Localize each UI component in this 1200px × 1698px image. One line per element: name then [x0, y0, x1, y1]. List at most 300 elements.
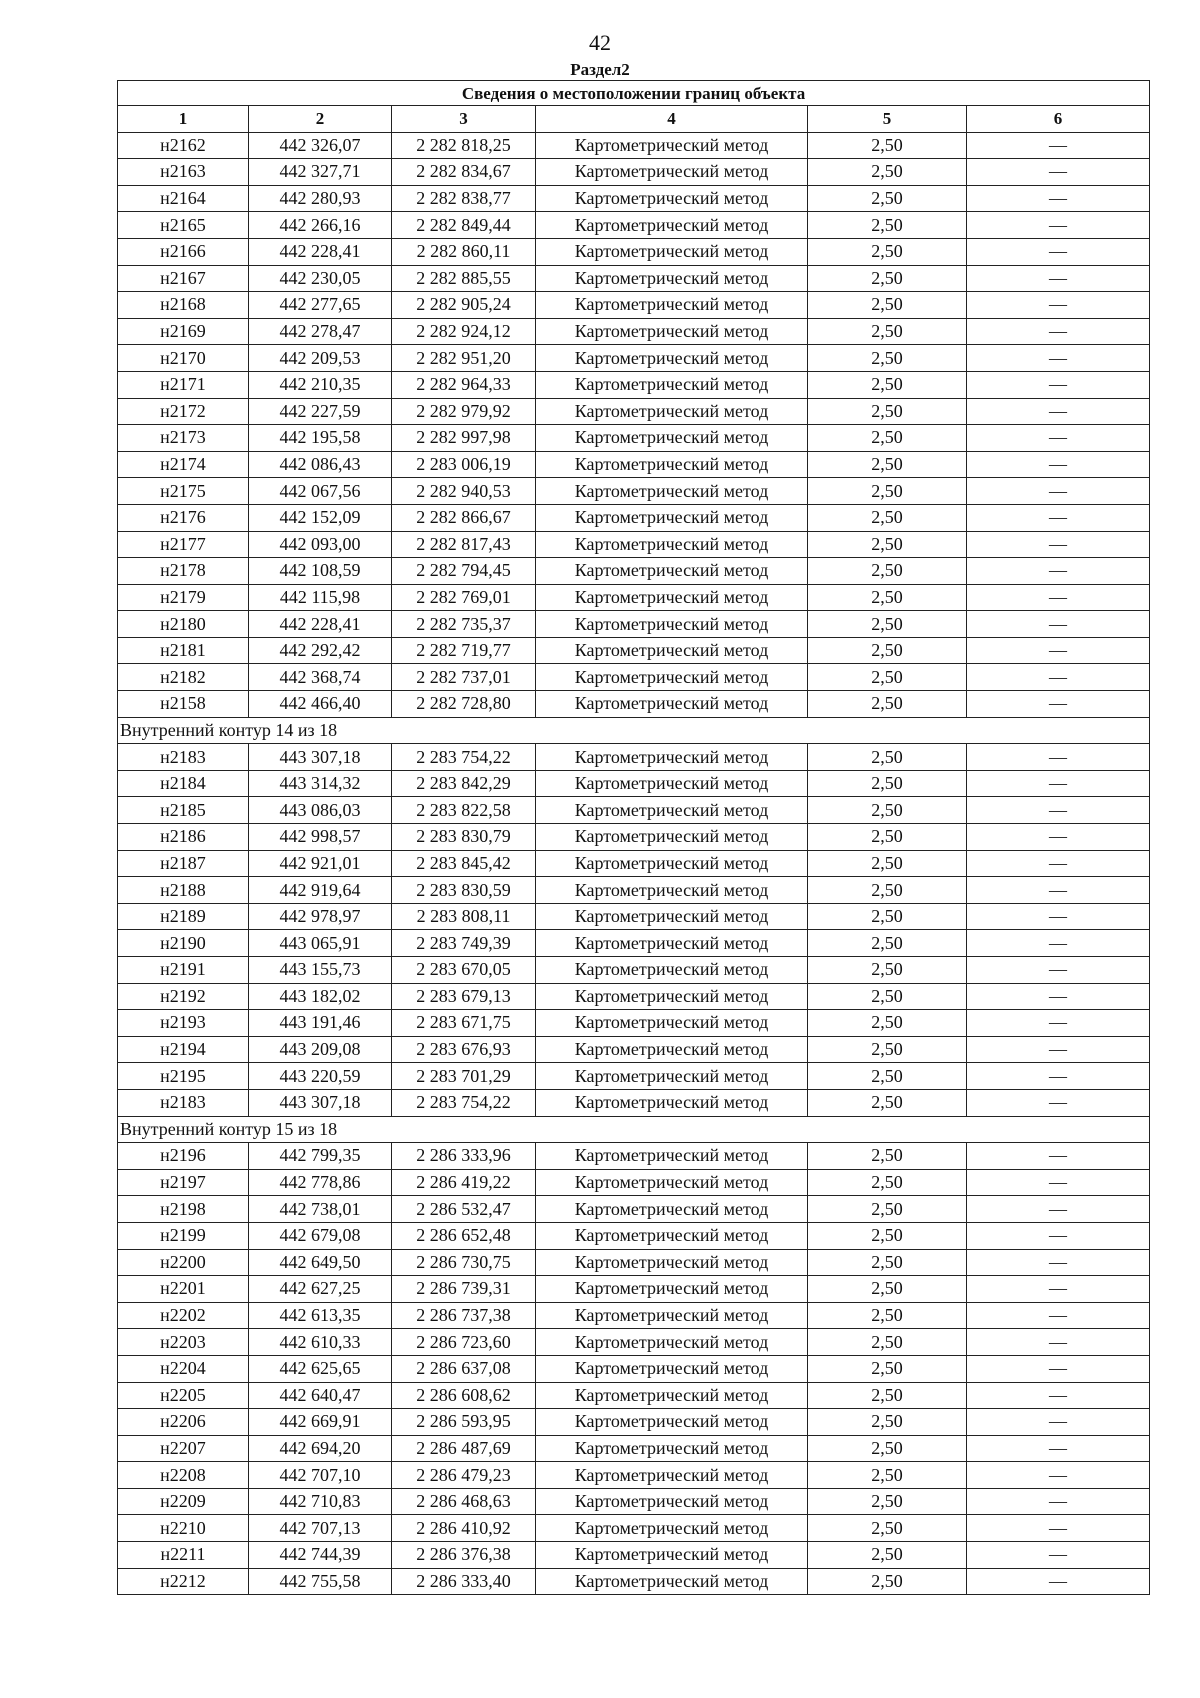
precision-cell: 2,50: [808, 318, 967, 345]
x-coordinate-cell: 442 466,40: [249, 691, 392, 718]
note-cell: —: [967, 425, 1150, 452]
table-row: [118, 478, 1150, 505]
method-cell: Картометрический метод: [536, 1435, 808, 1462]
table-row: [118, 1568, 1150, 1595]
page-number: 42: [589, 30, 611, 55]
x-coordinate-cell: 442 627,25: [249, 1276, 392, 1303]
precision-cell: 2,50: [808, 1382, 967, 1409]
note-cell: —: [967, 1249, 1150, 1276]
point-cell: н2198: [118, 1196, 249, 1223]
table-row: [118, 691, 1150, 718]
x-coordinate-cell: 442 755,58: [249, 1568, 392, 1595]
table-row: [118, 558, 1150, 585]
x-coordinate-cell: 442 613,35: [249, 1302, 392, 1329]
precision-cell: 2,50: [808, 1169, 967, 1196]
precision-cell: 2,50: [808, 1196, 967, 1223]
note-cell: —: [967, 877, 1150, 904]
x-coordinate-cell: 443 155,73: [249, 957, 392, 984]
x-coordinate-cell: 442 278,47: [249, 318, 392, 345]
point-cell: н2207: [118, 1435, 249, 1462]
table-row: [118, 850, 1150, 877]
precision-cell: 2,50: [808, 691, 967, 718]
point-cell: н2177: [118, 531, 249, 558]
contour-label: Внутренний контур 14 из 18: [118, 717, 1150, 744]
point-cell: н2170: [118, 345, 249, 372]
column-header-1: 1: [118, 106, 249, 133]
point-cell: н2183: [118, 744, 249, 771]
point-cell: н2165: [118, 212, 249, 239]
x-coordinate-cell: 442 640,47: [249, 1382, 392, 1409]
point-cell: н2188: [118, 877, 249, 904]
x-coordinate-cell: 442 280,93: [249, 185, 392, 212]
method-cell: Картометрический метод: [536, 1169, 808, 1196]
note-cell: —: [967, 1355, 1150, 1382]
method-cell: Картометрический метод: [536, 425, 808, 452]
note-cell: —: [967, 1542, 1150, 1569]
point-cell: н2183: [118, 1089, 249, 1116]
precision-cell: 2,50: [808, 451, 967, 478]
point-cell: н2208: [118, 1462, 249, 1489]
y-coordinate-cell: 2 283 830,59: [392, 877, 536, 904]
precision-cell: 2,50: [808, 185, 967, 212]
table-row: [118, 611, 1150, 638]
x-coordinate-cell: 442 799,35: [249, 1143, 392, 1170]
x-coordinate-cell: 442 921,01: [249, 850, 392, 877]
x-coordinate-cell: 442 707,13: [249, 1515, 392, 1542]
y-coordinate-cell: 2 286 487,69: [392, 1435, 536, 1462]
point-cell: н2202: [118, 1302, 249, 1329]
table-row: [118, 1169, 1150, 1196]
table-row: [118, 238, 1150, 265]
note-cell: —: [967, 371, 1150, 398]
note-cell: —: [967, 957, 1150, 984]
y-coordinate-cell: 2 282 860,11: [392, 238, 536, 265]
x-coordinate-cell: 442 292,42: [249, 637, 392, 664]
method-cell: Картометрический метод: [536, 1249, 808, 1276]
method-cell: Картометрический метод: [536, 345, 808, 372]
x-coordinate-cell: 443 314,32: [249, 770, 392, 797]
point-cell: н2204: [118, 1355, 249, 1382]
y-coordinate-cell: 2 282 885,55: [392, 265, 536, 292]
note-cell: —: [967, 1036, 1150, 1063]
note-cell: —: [967, 1143, 1150, 1170]
method-cell: Картометрический метод: [536, 558, 808, 585]
x-coordinate-cell: 442 326,07: [249, 132, 392, 159]
x-coordinate-cell: 443 191,46: [249, 1010, 392, 1037]
point-cell: н2162: [118, 132, 249, 159]
point-cell: н2164: [118, 185, 249, 212]
method-cell: Картометрический метод: [536, 1488, 808, 1515]
y-coordinate-cell: 2 282 951,20: [392, 345, 536, 372]
point-cell: н2189: [118, 903, 249, 930]
method-cell: Картометрический метод: [536, 664, 808, 691]
table-row: [118, 1435, 1150, 1462]
y-coordinate-cell: 2 282 866,67: [392, 504, 536, 531]
note-cell: —: [967, 637, 1150, 664]
x-coordinate-cell: 442 649,50: [249, 1249, 392, 1276]
y-coordinate-cell: 2 282 838,77: [392, 185, 536, 212]
table-row: [118, 1089, 1150, 1116]
table-row: [118, 1036, 1150, 1063]
precision-cell: 2,50: [808, 1329, 967, 1356]
point-cell: н2206: [118, 1409, 249, 1436]
method-cell: Картометрический метод: [536, 824, 808, 851]
precision-cell: 2,50: [808, 265, 967, 292]
method-cell: Картометрический метод: [536, 531, 808, 558]
point-cell: н2182: [118, 664, 249, 691]
method-cell: Картометрический метод: [536, 318, 808, 345]
y-coordinate-cell: 2 282 997,98: [392, 425, 536, 452]
column-header-5: 5: [808, 106, 967, 133]
y-coordinate-cell: 2 286 479,23: [392, 1462, 536, 1489]
precision-cell: 2,50: [808, 1010, 967, 1037]
x-coordinate-cell: 442 610,33: [249, 1329, 392, 1356]
y-coordinate-cell: 2 286 333,40: [392, 1568, 536, 1595]
note-cell: —: [967, 238, 1150, 265]
precision-cell: 2,50: [808, 292, 967, 319]
point-cell: н2180: [118, 611, 249, 638]
table-row: [118, 1382, 1150, 1409]
method-cell: Картометрический метод: [536, 1196, 808, 1223]
x-coordinate-cell: 442 744,39: [249, 1542, 392, 1569]
y-coordinate-cell: 2 282 979,92: [392, 398, 536, 425]
y-coordinate-cell: 2 282 905,24: [392, 292, 536, 319]
table-row: [118, 371, 1150, 398]
precision-cell: 2,50: [808, 1249, 967, 1276]
precision-cell: 2,50: [808, 504, 967, 531]
table-row: [118, 797, 1150, 824]
x-coordinate-cell: 442 327,71: [249, 159, 392, 186]
y-coordinate-cell: 2 283 808,11: [392, 903, 536, 930]
point-cell: н2211: [118, 1542, 249, 1569]
method-cell: Картометрический метод: [536, 185, 808, 212]
note-cell: —: [967, 1063, 1150, 1090]
point-cell: н2187: [118, 850, 249, 877]
method-cell: Картометрический метод: [536, 744, 808, 771]
x-coordinate-cell: 442 210,35: [249, 371, 392, 398]
note-cell: —: [967, 1329, 1150, 1356]
y-coordinate-cell: 2 286 608,62: [392, 1382, 536, 1409]
y-coordinate-cell: 2 283 749,39: [392, 930, 536, 957]
note-cell: —: [967, 930, 1150, 957]
x-coordinate-cell: 442 710,83: [249, 1488, 392, 1515]
precision-cell: 2,50: [808, 664, 967, 691]
table-row: [118, 212, 1150, 239]
y-coordinate-cell: 2 282 817,43: [392, 531, 536, 558]
note-cell: —: [967, 132, 1150, 159]
table-row: [118, 1355, 1150, 1382]
method-cell: Картометрический метод: [536, 957, 808, 984]
table-row: [118, 637, 1150, 664]
method-cell: Картометрический метод: [536, 797, 808, 824]
note-cell: —: [967, 159, 1150, 186]
method-cell: Картометрический метод: [536, 1409, 808, 1436]
method-cell: Картометрический метод: [536, 292, 808, 319]
y-coordinate-cell: 2 282 818,25: [392, 132, 536, 159]
point-cell: н2205: [118, 1382, 249, 1409]
table-row: [118, 1249, 1150, 1276]
y-coordinate-cell: 2 286 739,31: [392, 1276, 536, 1303]
method-cell: Картометрический метод: [536, 1222, 808, 1249]
x-coordinate-cell: 443 065,91: [249, 930, 392, 957]
precision-cell: 2,50: [808, 425, 967, 452]
point-cell: н2191: [118, 957, 249, 984]
precision-cell: 2,50: [808, 930, 967, 957]
note-cell: —: [967, 1515, 1150, 1542]
column-header-4: 4: [536, 106, 808, 133]
precision-cell: 2,50: [808, 1089, 967, 1116]
note-cell: —: [967, 1222, 1150, 1249]
precision-cell: 2,50: [808, 611, 967, 638]
method-cell: Картометрический метод: [536, 451, 808, 478]
precision-cell: 2,50: [808, 531, 967, 558]
y-coordinate-cell: 2 282 834,67: [392, 159, 536, 186]
point-cell: н2179: [118, 584, 249, 611]
x-coordinate-cell: 442 152,09: [249, 504, 392, 531]
note-cell: —: [967, 1276, 1150, 1303]
method-cell: Картометрический метод: [536, 1542, 808, 1569]
x-coordinate-cell: 443 209,08: [249, 1036, 392, 1063]
table-title: Сведения о местоположении границ объекта: [118, 81, 1150, 106]
table-row: [118, 1488, 1150, 1515]
table-row: [118, 930, 1150, 957]
table-row: [118, 318, 1150, 345]
y-coordinate-cell: 2 282 719,77: [392, 637, 536, 664]
note-cell: —: [967, 744, 1150, 771]
method-cell: Картометрический метод: [536, 1010, 808, 1037]
table-row: [118, 425, 1150, 452]
method-cell: Картометрический метод: [536, 238, 808, 265]
method-cell: Картометрический метод: [536, 1302, 808, 1329]
x-coordinate-cell: 442 738,01: [249, 1196, 392, 1223]
note-cell: —: [967, 1409, 1150, 1436]
precision-cell: 2,50: [808, 824, 967, 851]
y-coordinate-cell: 2 283 679,13: [392, 983, 536, 1010]
note-cell: —: [967, 983, 1150, 1010]
y-coordinate-cell: 2 282 728,80: [392, 691, 536, 718]
method-cell: Картометрический метод: [536, 1515, 808, 1542]
x-coordinate-cell: 442 227,59: [249, 398, 392, 425]
point-cell: н2193: [118, 1010, 249, 1037]
y-coordinate-cell: 2 286 532,47: [392, 1196, 536, 1223]
table-row: [118, 531, 1150, 558]
point-cell: н2190: [118, 930, 249, 957]
note-cell: —: [967, 478, 1150, 505]
precision-cell: 2,50: [808, 1462, 967, 1489]
y-coordinate-cell: 2 286 376,38: [392, 1542, 536, 1569]
y-coordinate-cell: 2 282 924,12: [392, 318, 536, 345]
x-coordinate-cell: 442 679,08: [249, 1222, 392, 1249]
point-cell: н2168: [118, 292, 249, 319]
x-coordinate-cell: 442 978,97: [249, 903, 392, 930]
y-coordinate-cell: 2 282 737,01: [392, 664, 536, 691]
point-cell: н2212: [118, 1568, 249, 1595]
note-cell: —: [967, 611, 1150, 638]
table-row: [118, 265, 1150, 292]
note-cell: —: [967, 1488, 1150, 1515]
precision-cell: 2,50: [808, 797, 967, 824]
y-coordinate-cell: 2 283 822,58: [392, 797, 536, 824]
precision-cell: 2,50: [808, 637, 967, 664]
table-row: [118, 1302, 1150, 1329]
x-coordinate-cell: 443 182,02: [249, 983, 392, 1010]
boundary-coordinates-table: [117, 80, 1150, 1595]
method-cell: Картометрический метод: [536, 1329, 808, 1356]
y-coordinate-cell: 2 282 849,44: [392, 212, 536, 239]
table-row: [118, 1143, 1150, 1170]
precision-cell: 2,50: [808, 132, 967, 159]
x-coordinate-cell: 442 277,65: [249, 292, 392, 319]
note-cell: —: [967, 1302, 1150, 1329]
table-row: [118, 1063, 1150, 1090]
point-cell: н2195: [118, 1063, 249, 1090]
x-coordinate-cell: 442 266,16: [249, 212, 392, 239]
method-cell: Картометрический метод: [536, 1276, 808, 1303]
precision-cell: 2,50: [808, 1355, 967, 1382]
note-cell: —: [967, 797, 1150, 824]
method-cell: Картометрический метод: [536, 1143, 808, 1170]
y-coordinate-cell: 2 286 730,75: [392, 1249, 536, 1276]
table-row: [118, 159, 1150, 186]
note-cell: —: [967, 531, 1150, 558]
table-row: [118, 744, 1150, 771]
table-row: [118, 584, 1150, 611]
note-cell: —: [967, 824, 1150, 851]
table-row: [118, 877, 1150, 904]
note-cell: —: [967, 185, 1150, 212]
precision-cell: 2,50: [808, 371, 967, 398]
method-cell: Картометрический метод: [536, 770, 808, 797]
precision-cell: 2,50: [808, 957, 967, 984]
x-coordinate-cell: 442 694,20: [249, 1435, 392, 1462]
point-cell: н2192: [118, 983, 249, 1010]
method-cell: Картометрический метод: [536, 1089, 808, 1116]
point-cell: н2209: [118, 1488, 249, 1515]
method-cell: Картометрический метод: [536, 930, 808, 957]
point-cell: н2199: [118, 1222, 249, 1249]
precision-cell: 2,50: [808, 877, 967, 904]
precision-cell: 2,50: [808, 903, 967, 930]
point-cell: н2176: [118, 504, 249, 531]
precision-cell: 2,50: [808, 398, 967, 425]
table-row: [118, 1462, 1150, 1489]
y-coordinate-cell: 2 283 845,42: [392, 850, 536, 877]
point-cell: н2184: [118, 770, 249, 797]
precision-cell: 2,50: [808, 212, 967, 239]
table-row: [118, 1329, 1150, 1356]
method-cell: Картометрический метод: [536, 1063, 808, 1090]
table-row: [118, 957, 1150, 984]
x-coordinate-cell: 442 108,59: [249, 558, 392, 585]
note-cell: —: [967, 850, 1150, 877]
precision-cell: 2,50: [808, 584, 967, 611]
y-coordinate-cell: 2 286 637,08: [392, 1355, 536, 1382]
y-coordinate-cell: 2 283 676,93: [392, 1036, 536, 1063]
y-coordinate-cell: 2 286 468,63: [392, 1488, 536, 1515]
note-cell: —: [967, 1568, 1150, 1595]
precision-cell: 2,50: [808, 238, 967, 265]
x-coordinate-cell: 442 919,64: [249, 877, 392, 904]
precision-cell: 2,50: [808, 1063, 967, 1090]
note-cell: —: [967, 1462, 1150, 1489]
y-coordinate-cell: 2 286 737,38: [392, 1302, 536, 1329]
point-cell: н2200: [118, 1249, 249, 1276]
y-coordinate-cell: 2 286 652,48: [392, 1222, 536, 1249]
table-row: [118, 1276, 1150, 1303]
y-coordinate-cell: 2 286 410,92: [392, 1515, 536, 1542]
y-coordinate-cell: 2 282 940,53: [392, 478, 536, 505]
precision-cell: 2,50: [808, 1435, 967, 1462]
method-cell: Картометрический метод: [536, 1382, 808, 1409]
method-cell: Картометрический метод: [536, 1462, 808, 1489]
method-cell: Картометрический метод: [536, 265, 808, 292]
note-cell: —: [967, 265, 1150, 292]
y-coordinate-cell: 2 283 830,79: [392, 824, 536, 851]
precision-cell: 2,50: [808, 1222, 967, 1249]
table-row: [118, 345, 1150, 372]
method-cell: Картометрический метод: [536, 504, 808, 531]
y-coordinate-cell: 2 283 670,05: [392, 957, 536, 984]
x-coordinate-cell: 443 086,03: [249, 797, 392, 824]
method-cell: Картометрический метод: [536, 877, 808, 904]
y-coordinate-cell: 2 283 006,19: [392, 451, 536, 478]
table-row: [118, 451, 1150, 478]
contour-label: Внутренний контур 15 из 18: [118, 1116, 1150, 1143]
point-cell: н2172: [118, 398, 249, 425]
table-row: [118, 903, 1150, 930]
table-row: [118, 1515, 1150, 1542]
point-cell: н2196: [118, 1143, 249, 1170]
x-coordinate-cell: 442 195,58: [249, 425, 392, 452]
precision-cell: 2,50: [808, 744, 967, 771]
x-coordinate-cell: 442 669,91: [249, 1409, 392, 1436]
method-cell: Картометрический метод: [536, 212, 808, 239]
point-cell: н2158: [118, 691, 249, 718]
precision-cell: 2,50: [808, 1515, 967, 1542]
x-coordinate-cell: 442 086,43: [249, 451, 392, 478]
precision-cell: 2,50: [808, 770, 967, 797]
table-row: [118, 185, 1150, 212]
y-coordinate-cell: 2 283 754,22: [392, 744, 536, 771]
x-coordinate-cell: 442 368,74: [249, 664, 392, 691]
table-body: [118, 132, 1150, 1595]
y-coordinate-cell: 2 282 769,01: [392, 584, 536, 611]
table-row: [118, 1542, 1150, 1569]
method-cell: Картометрический метод: [536, 637, 808, 664]
table-row: [118, 664, 1150, 691]
point-cell: н2173: [118, 425, 249, 452]
note-cell: —: [967, 398, 1150, 425]
column-header-2: 2: [249, 106, 392, 133]
method-cell: Картометрический метод: [536, 691, 808, 718]
x-coordinate-cell: 442 778,86: [249, 1169, 392, 1196]
point-cell: н2166: [118, 238, 249, 265]
point-cell: н2185: [118, 797, 249, 824]
note-cell: —: [967, 770, 1150, 797]
point-cell: н2194: [118, 1036, 249, 1063]
y-coordinate-cell: 2 286 333,96: [392, 1143, 536, 1170]
y-coordinate-cell: 2 283 842,29: [392, 770, 536, 797]
method-cell: Картометрический метод: [536, 903, 808, 930]
precision-cell: 2,50: [808, 159, 967, 186]
section-title: Раздел2: [570, 60, 630, 79]
point-cell: н2203: [118, 1329, 249, 1356]
y-coordinate-cell: 2 286 723,60: [392, 1329, 536, 1356]
note-cell: —: [967, 584, 1150, 611]
x-coordinate-cell: 442 228,41: [249, 611, 392, 638]
note-cell: —: [967, 292, 1150, 319]
precision-cell: 2,50: [808, 850, 967, 877]
